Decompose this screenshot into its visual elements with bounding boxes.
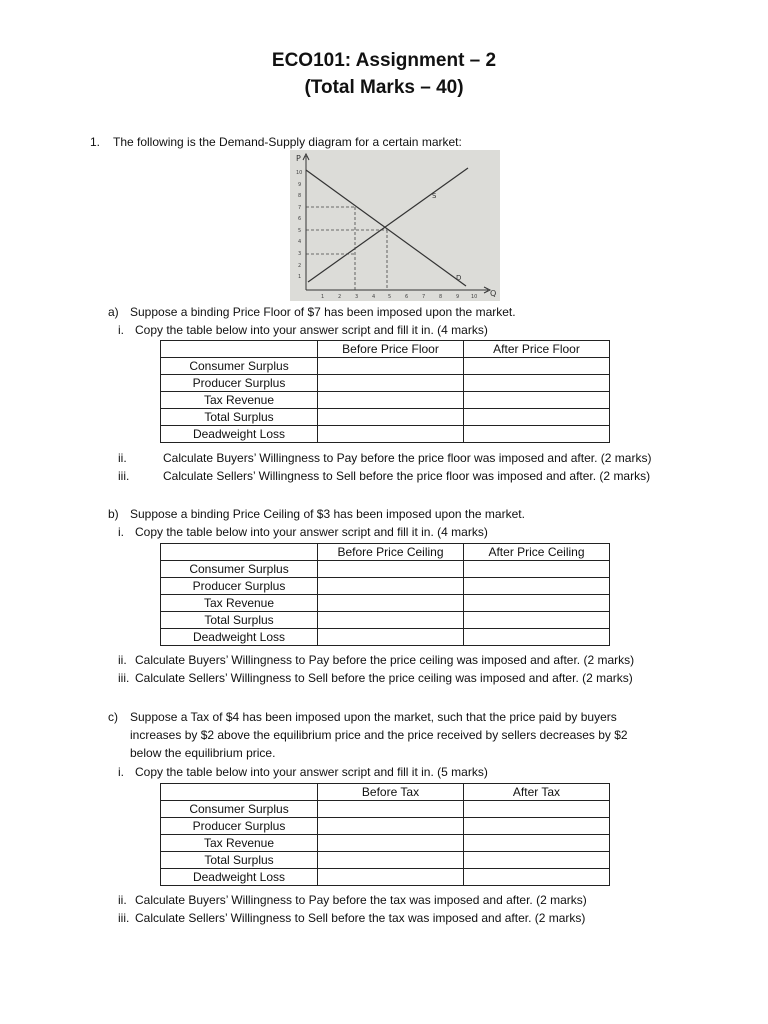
- table-cell: [464, 426, 610, 443]
- x-tick-6: 6: [405, 294, 409, 300]
- part-b-i-label: i.: [118, 525, 124, 539]
- x-tick-2: 2: [338, 294, 342, 300]
- table-cell: [464, 852, 610, 869]
- part-b-ii-text: Calculate Buyers’ Willingness to Pay before the price ceiling was imposed and after. (2 marks): [135, 653, 635, 667]
- y-tick-1: 1: [298, 274, 302, 280]
- table-row: [161, 869, 610, 886]
- part-c-iii-label: iii.: [118, 911, 130, 925]
- table-cell: [318, 801, 464, 818]
- table-cell: [464, 612, 610, 629]
- row-label: Deadweight Loss: [161, 426, 318, 443]
- table-cell: [318, 409, 464, 426]
- demand-label: D: [456, 274, 462, 282]
- table-row: [161, 561, 610, 578]
- row-label: Producer Surplus: [161, 818, 318, 835]
- y-tick-6: 6: [298, 216, 302, 222]
- table-cell: [464, 801, 610, 818]
- table-header-cell: [161, 341, 318, 358]
- table-cell: [318, 612, 464, 629]
- part-b-i-text: Copy the table below into your answer script and fill it in. (4 marks): [135, 525, 488, 539]
- table-cell: [318, 869, 464, 886]
- table-cell: [464, 561, 610, 578]
- table-cell: [464, 375, 610, 392]
- question-number: 1.: [90, 135, 101, 149]
- row-label: Total Surplus: [161, 409, 318, 426]
- part-c-text-line3: below the equilibrium price.: [130, 746, 276, 760]
- table-cell: [318, 852, 464, 869]
- table-row: [161, 612, 610, 629]
- table-row: [161, 426, 610, 443]
- table-row: [161, 358, 610, 375]
- row-label: Tax Revenue: [161, 835, 318, 852]
- x-tick-9: 9: [456, 294, 460, 300]
- table-header-cell: [161, 544, 318, 561]
- x-axis-label: Q: [490, 289, 497, 298]
- table-header-cell: After Tax: [464, 784, 610, 801]
- table-row: [161, 629, 610, 646]
- table-cell: [318, 392, 464, 409]
- row-label: Consumer Surplus: [161, 801, 318, 818]
- assignment-title: ECO101: Assignment – 2: [271, 50, 497, 71]
- part-c-iii-text: Calculate Sellers’ Willingness to Sell before the tax was imposed and after. (2 marks): [135, 911, 586, 925]
- table-header-cell: Before Tax: [318, 784, 464, 801]
- x-tick-3: 3: [355, 294, 359, 300]
- table-cell: [318, 835, 464, 852]
- y-tick-10: 10: [296, 170, 303, 176]
- table-row: [161, 409, 610, 426]
- table-cell: [318, 578, 464, 595]
- table-cell: [318, 595, 464, 612]
- x-tick-8: 8: [439, 294, 443, 300]
- question-text: The following is the Demand-Supply diagram for a certain market:: [113, 135, 462, 149]
- table-header-row: [161, 544, 610, 561]
- table-row: [161, 818, 610, 835]
- row-label: Consumer Surplus: [161, 358, 318, 375]
- table-cell: [318, 426, 464, 443]
- row-label: Total Surplus: [161, 612, 318, 629]
- part-a-ii-text: Calculate Buyers’ Willingness to Pay before the price floor was imposed and after. (2 marks): [163, 451, 652, 465]
- table-header-row: [161, 784, 610, 801]
- x-tick-1: 1: [321, 294, 325, 300]
- table-header-cell: Before Price Floor: [318, 341, 464, 358]
- table-row: [161, 392, 610, 409]
- y-axis-label: P: [296, 154, 301, 163]
- row-label: Tax Revenue: [161, 595, 318, 612]
- row-label: Consumer Surplus: [161, 561, 318, 578]
- table-cell: [318, 629, 464, 646]
- part-c-text-line2: increases by $2 above the equilibrium price and the price received by sellers decreases by $2: [130, 728, 628, 742]
- table-cell: [318, 358, 464, 375]
- table-cell: [318, 818, 464, 835]
- part-a-iii-label: iii.: [118, 469, 130, 483]
- table-cell: [318, 561, 464, 578]
- y-tick-2: 2: [298, 263, 302, 269]
- x-tick-5: 5: [388, 294, 392, 300]
- part-b-ii-label: ii.: [118, 653, 127, 667]
- price-ceiling-table: [160, 543, 610, 646]
- table-row: [161, 801, 610, 818]
- part-b-label: b): [108, 507, 119, 521]
- row-label: Total Surplus: [161, 852, 318, 869]
- table-header-cell: After Price Floor: [464, 341, 610, 358]
- part-a-text: Suppose a binding Price Floor of $7 has been imposed upon the market.: [130, 305, 516, 319]
- part-c-text-line1: Suppose a Tax of $4 has been imposed upon the market, such that the price paid by buyers: [130, 710, 617, 724]
- x-tick-7: 7: [422, 294, 426, 300]
- y-tick-4: 4: [298, 239, 302, 245]
- part-a-ii-label: ii.: [118, 451, 127, 465]
- row-label: Tax Revenue: [161, 392, 318, 409]
- part-c-ii-label: ii.: [118, 893, 127, 907]
- table-cell: [464, 629, 610, 646]
- tax-table: [160, 783, 610, 886]
- y-tick-7: 7: [298, 205, 302, 211]
- part-c-i-label: i.: [118, 765, 124, 779]
- part-a-i-label: i.: [118, 323, 124, 337]
- table-row: [161, 835, 610, 852]
- table-cell: [464, 578, 610, 595]
- table-row: [161, 595, 610, 612]
- y-tick-5: 5: [298, 228, 302, 234]
- table-header-cell: [161, 784, 318, 801]
- part-b-text: Suppose a binding Price Ceiling of $3 has been imposed upon the market.: [130, 507, 525, 521]
- table-row: [161, 578, 610, 595]
- total-marks-title: (Total Marks – 40): [304, 77, 464, 98]
- table-cell: [464, 835, 610, 852]
- part-b-iii-text: Calculate Sellers’ Willingness to Sell before the price ceiling was imposed and after. (2 marks): [135, 671, 633, 685]
- row-label: Producer Surplus: [161, 578, 318, 595]
- row-label: Deadweight Loss: [161, 629, 318, 646]
- y-tick-8: 8: [298, 193, 302, 199]
- price-floor-table: [160, 340, 610, 443]
- x-tick-4: 4: [372, 294, 376, 300]
- row-label: Producer Surplus: [161, 375, 318, 392]
- demand-supply-diagram: [290, 150, 500, 301]
- y-tick-9: 9: [298, 182, 302, 188]
- table-cell: [464, 595, 610, 612]
- table-cell: [318, 375, 464, 392]
- table-cell: [464, 409, 610, 426]
- y-tick-3: 3: [298, 251, 302, 257]
- table-row: [161, 375, 610, 392]
- part-a-i-text: Copy the table below into your answer script and fill it in. (4 marks): [135, 323, 488, 337]
- table-header-row: [161, 341, 610, 358]
- table-cell: [464, 818, 610, 835]
- x-tick-10: 10: [471, 294, 478, 300]
- supply-label: S: [432, 192, 437, 200]
- table-cell: [464, 358, 610, 375]
- part-b-iii-label: iii.: [118, 671, 130, 685]
- part-c-i-text: Copy the table below into your answer script and fill it in. (5 marks): [135, 765, 488, 779]
- part-c-ii-text: Calculate Buyers’ Willingness to Pay before the tax was imposed and after. (2 marks): [135, 893, 587, 907]
- table-row: [161, 852, 610, 869]
- table-header-cell: After Price Ceiling: [464, 544, 610, 561]
- table-cell: [464, 869, 610, 886]
- part-a-iii-text: Calculate Sellers’ Willingness to Sell before the price floor was imposed and after. (2 marks): [163, 469, 651, 483]
- part-a-label: a): [108, 305, 119, 319]
- part-c-label: c): [108, 710, 118, 724]
- row-label: Deadweight Loss: [161, 869, 318, 886]
- table-cell: [464, 392, 610, 409]
- table-header-cell: Before Price Ceiling: [318, 544, 464, 561]
